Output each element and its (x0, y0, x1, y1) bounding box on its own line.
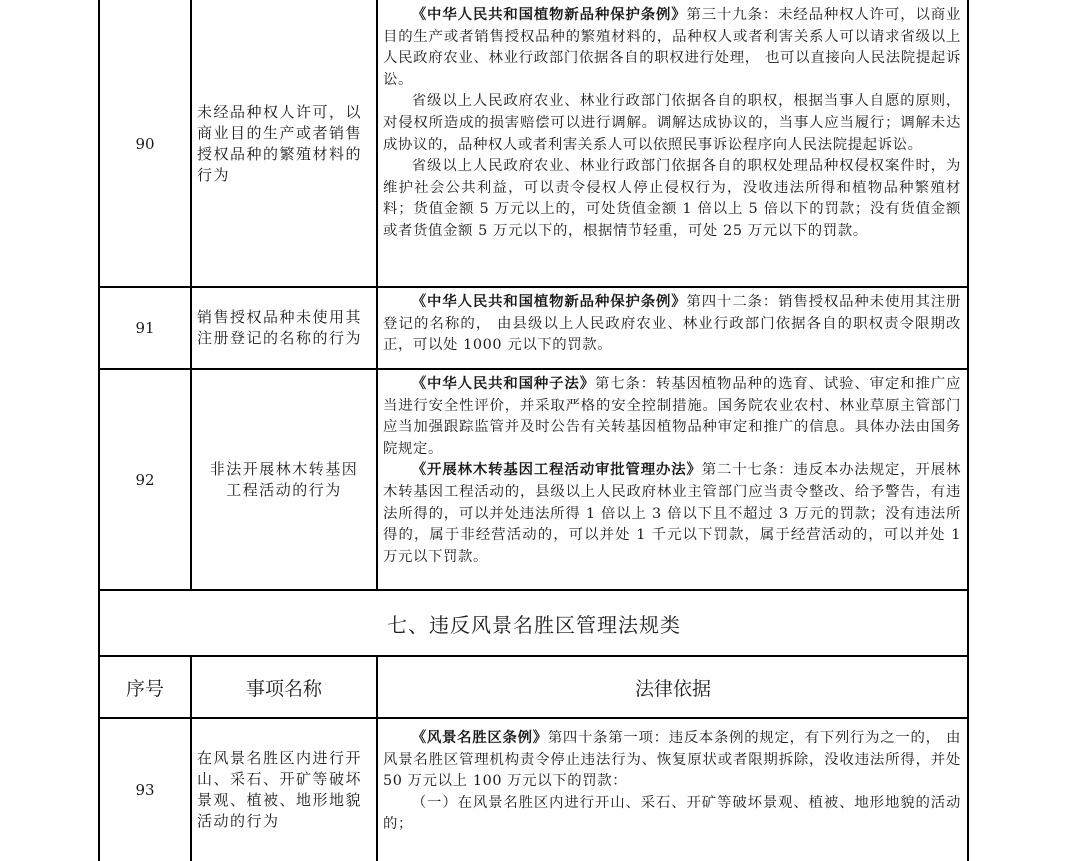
column-divider (376, 0, 378, 590)
legal-basis (377, 718, 969, 861)
law-paragraph (383, 460, 961, 568)
item-name-text: 在风景名胜区内进行开山、采石、开矿等破坏景观、植被、地形地貌活动的行为 (197, 748, 363, 830)
law-paragraph (383, 5, 961, 91)
row-number: 90 (135, 134, 155, 153)
row-number: 92 (135, 470, 155, 489)
law-text: 第二十七条：违反本办法规定，开展林木转基因工程活动的，县级以上人民政府林业主管部门应当责令整改、给予警告，有违法所得的，可以并处违法所得 1 倍以上 3 倍以下且不超过 3 万元的罚款；没有违法所得的，属于非经营活动的，可以并处 1 千元以下罚款，属于经营活动的，可以并处 1 万元以下罚款。 (383, 462, 961, 565)
table-row (99, 287, 969, 369)
header-no: 序号 (125, 677, 164, 700)
section-title: 七、违反风景名胜区管理法规类 (387, 612, 681, 637)
table-row (99, 718, 969, 861)
law-text: 省级以上人民政府农业、林业行政部门依据各自的职权，根据当事人自愿的原则，对侵权所造成的损害赔偿可以进行调解。调解达成协议的，当事人应当履行；调解未达成协议的，品种权人或者利害关系人可以依照民事诉讼程序向人民法院提起诉讼。 (383, 93, 961, 153)
law-paragraph (383, 374, 961, 460)
column-divider (190, 0, 192, 590)
item-name (191, 0, 377, 287)
legal-basis (377, 369, 969, 590)
law-paragraph (383, 728, 961, 793)
item-name-text: 未经品种权人许可，以商业目的生产或者销售授权品种的繁殖材料的行为 (197, 102, 363, 184)
table-row (99, 0, 969, 287)
column-divider (376, 656, 378, 861)
item-name (191, 718, 377, 861)
law-paragraph (383, 156, 961, 242)
row-divider (98, 717, 969, 719)
item-name-text: 销售授权品种未使用其注册登记的名称的行为 (197, 308, 363, 347)
law-paragraph (383, 91, 961, 156)
law-title: 《开展林木转基因工程活动审批管理办法》 (411, 462, 702, 479)
column-divider (190, 656, 192, 861)
row-number: 93 (135, 780, 155, 799)
table-row (99, 369, 969, 590)
header-name: 事项名称 (245, 677, 322, 700)
row-number: 91 (135, 319, 155, 337)
table-border (967, 0, 969, 861)
row-divider (98, 286, 969, 288)
item-name-text: 非法开展林木转基因工程活动的行为 (209, 459, 359, 499)
law-title: 《风景名胜区条例》 (411, 730, 548, 746)
law-text: 省级以上人民政府农业、林业行政部门依据各自的职权处理品种权侵权案件时，为维护社会公共利益，可以责令侵权人停止侵权行为，没收违法所得和植物品种繁殖材料；货值金额 5 万元以上的，可处货值金额 1 倍以上 5 倍以下的罚款；没有货值金额或者货值金额 5 万元以下的，根据情节轻重，可处 25 万元以下的罚款。 (383, 158, 961, 239)
law-text: 第七条：转基因植物品种的选育、试验、审定和推广应当进行安全性评价，并采取严格的安全控制措施。国务院农业农村、林业草原主管部门应当加强跟踪监管并及时公告有关转基因植物品种审定和推广的信息。具体办法由国务院规定。 (383, 376, 961, 457)
row-divider (98, 655, 969, 657)
legal-basis (377, 287, 969, 369)
law-title: 《中华人民共和国种子法》 (411, 376, 595, 392)
row-divider (98, 368, 969, 370)
table-border (98, 0, 100, 861)
law-text: 第三十九条：未经品种权人许可，以商业目的生产或者销售授权品种的繁殖材料的，品种权人或者利害关系人可以请求省级以上人民政府农业、林业行政部门依据各自的职权进行处理， 也可以直接向人民法院提起诉讼。 (383, 7, 961, 88)
law-text: 第四十二条：销售授权品种未使用其注册登记的名称的， 由县级以上人民政府农业、林业行政部门依据各自的职权责令限期改正，可以处 1000 元以下的罚款。 (383, 294, 961, 354)
law-title: 《中华人民共和国植物新品种保护条例》 (411, 7, 687, 23)
row-divider (98, 589, 969, 591)
item-name (191, 287, 377, 369)
item-name (191, 369, 377, 590)
law-text: （一）在风景名胜区内进行开山、采石、开矿等破坏景观、植被、地形地貌的活动的； (383, 794, 961, 833)
law-paragraph (383, 292, 961, 357)
header-law: 法律依据 (634, 677, 711, 700)
law-text: 第四十条第一项：违反本条例的规定，有下列行为之一的， 由风景名胜区管理机构责令停止违法行为、恢复原状或者限期拆除，没收违法所得，并处 50 万元以上 100 万元以下的罚款： (383, 730, 961, 790)
legal-basis (377, 0, 969, 287)
law-title: 《中华人民共和国植物新品种保护条例》 (411, 294, 687, 310)
law-paragraph (383, 793, 961, 836)
